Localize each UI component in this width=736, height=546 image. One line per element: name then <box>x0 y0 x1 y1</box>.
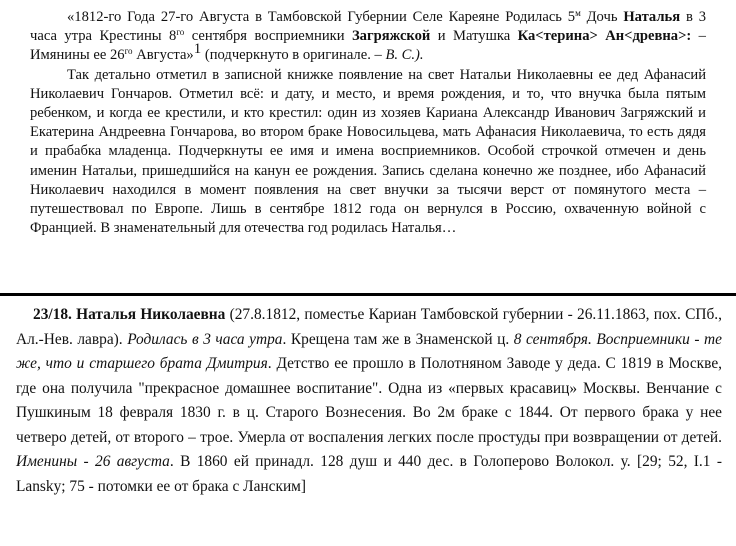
quote-text: Августа» <box>132 47 194 64</box>
commentary-paragraph: Так детально отметил в записной книжке появление на свет Натальи Николаевны ее дед Афанасий Николаевич Гончаров. Отметил всё: и дату, и место, и время рождения, и то, что внучка была пятым ребенком, и когда ее крестили, и кто крестил: один из хозяев Кариана Александр Иванович Загряжский и Екатерина Андреевна Гончарова, во втором браке Новосильцева, мать Афанасия Николаевича, то есть дядя и прабабка младенца. Подчеркнуты ее имя и имена восприемников. Особой строчкой отмечен и день именин Натальи, пришедшийся на канун ее рождения. Запись сделана конечно же позднее, ибо Афанасий Николаевич находился в момент появления на свет внучки за тысячи верст от помянутого места – путешествовал по Европе. Лишь в сентябре 1812 года он вернулся в Россию, охваченную войной с Францией. В знаменательный для отечества год родилась Наталья… <box>30 66 706 237</box>
quote-text: и Матушка <box>430 28 518 45</box>
entry-number: 23/18. <box>33 306 72 323</box>
quote-text: Дочь <box>580 9 624 25</box>
editor-note: (подчеркнуто в оригинале. – <box>201 47 386 64</box>
quote-text: «1812-го Года 27-го Августа в Тамбовской Губернии Селе Кареяне Родилась 5 <box>67 9 576 25</box>
quoted-excerpt <box>30 8 706 238</box>
entry-paragraph <box>16 303 722 499</box>
underlined-name-zagryazhskoy: Загряжской <box>351 28 431 45</box>
editor-initials: В. С.). <box>385 47 424 64</box>
diary-quote-paragraph <box>30 8 706 66</box>
entry-text: (27.8.1812, поместье Кариан Тамбовской губернии - 26.11.1863, пох. СПб., Ал.-Нев. лавра). <box>16 306 722 348</box>
quote-text: сентября восприемники <box>184 28 352 45</box>
entry-italic: Родилась в 3 часа утра <box>127 330 283 348</box>
superscript: м <box>575 8 581 18</box>
superscript: го <box>124 46 133 57</box>
underlined-name-katerina: Ка<терина> Ан<древна>: <box>517 28 692 45</box>
entry-italic: Именины - 26 августа <box>16 453 170 470</box>
genealogy-entry <box>16 303 722 499</box>
underlined-name-natalya: Наталья <box>623 9 681 25</box>
footnote-marker[interactable]: 1 <box>193 41 202 58</box>
entry-text: . Крещена там же в Знаменской ц. <box>282 330 514 348</box>
entry-italic: 8 сентября. Восприемники - те же, что и старшего брата Дмитрия <box>16 330 722 372</box>
person-name: Наталья Николаевна <box>76 306 226 323</box>
entry-text: . Детство ее прошло в Полотняном Заводе у деда. С 1819 в Москве, где она получила "прекрасное домашнее воспитание". Одна из «первых красавиц» Москвы. Венчание с Пушкиным 18 февраля 1830 г. в ц. Старого Вознесения. Во 2м браке с 1844. От первого брака у нее четверо детей, от второго – трое. Умерла от воспаления легких после простуды при возвращении от детей. <box>16 355 723 446</box>
section-divider <box>0 293 736 296</box>
quote-text: – Имянины ее 26 <box>30 28 706 64</box>
superscript: го <box>176 27 185 38</box>
quote-text: в 3 часа утра Крестины 8 <box>30 9 706 45</box>
entry-text: . В 1860 ей принадл. 128 душ и 440 дес. в Голоперово Волокол. у. [29; 52, I.1 - Lansky; 75 - потомки ее от брака с Ланским] <box>16 453 722 495</box>
